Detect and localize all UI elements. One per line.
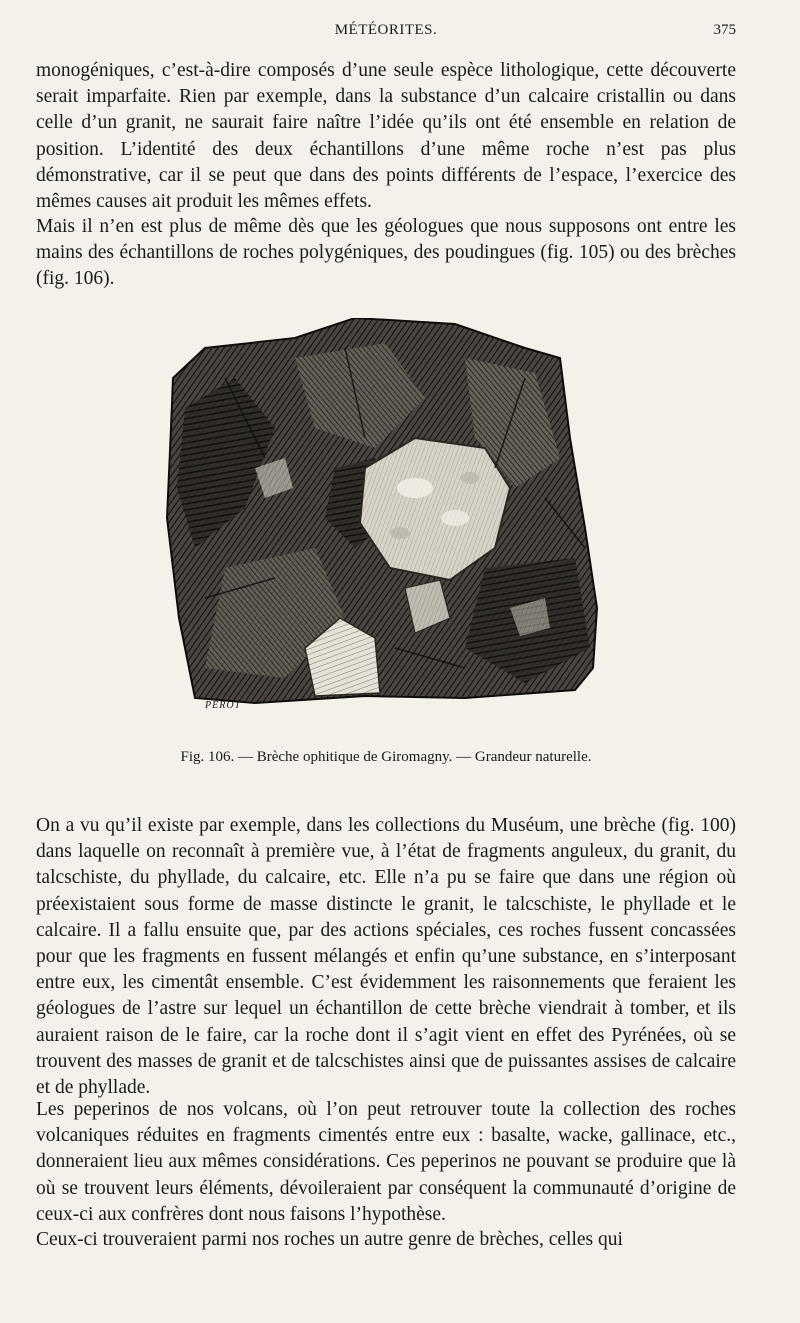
figure-caption: Fig. 106. — Brèche ophitique de Giromagny. — Grandeur naturelle. [180, 749, 592, 765]
paragraph-1: monogéniques, c’est-à-dire composés d’une seule espèce lithologique, cette découverte serait imparfaite. Rien par exemple, dans la substance d’un calcaire cristallin ou dans celle d’un granit, ne saurait faire naître l’idée qu’ils ont été ensemble en relation de position. L’identité des deux échantillons d’une même roche n’est pas plus démonstrative, car il se peut que dans des points différents de l’espace, l’exercice des mêmes causes ait produit les mêmes effets. [36, 60, 736, 213]
paragraph-4: Les peperinos de nos volcans, où l’on peut retrouver toute la collection des roches volcaniques réduites en fragments cimentés entre eux : basalte, wacke, gallinace, etc., donneraient lieu aux mêmes considérations. Ces peperinos ne pouvant se produire que là où se trouvent leurs éléments, dévoileraient par conséquent la communauté d’origine de ceux-ci aux confrères dont nous faisons l’hypothèse. [36, 1099, 736, 1225]
running-head [36, 22, 736, 46]
engraver-signature: PEROT [205, 700, 242, 711]
paragraph-3: On a vu qu’il existe par exemple, dans les collections du Muséum, une brèche (fig. 100) dans laquelle on reconnaît à première vue, à l’état de fragments anguleux, du granit, du talcschiste, du phyllade, du calcaire, etc. Elle n’a pu se faire que dans une région où préexistaient sous forme de masse distincte le granit, le talcschiste, le phyllade et le calcaire. Il a fallu ensuite que, par des actions spéciales, ces roches fussent concassées pour que les fragments en fussent mélangés et enfin qu’une substance, en s’interposant entre eux, les cimentât ensemble. C’est évidemment les raisonnements que feraient les géologues de l’astre sur lequel un échantillon de cette brèche viendrait à tomber, et ils auraient raison de le faire, car la roche dont il s’agit vient en effet des Pyrénées, où se trouvent des masses de granit et de talcschistes ainsi que de puissantes assises de calcaire et de phyllade. [36, 815, 736, 1099]
breccia-illustration [165, 318, 603, 720]
breccia-engraving [165, 318, 603, 720]
page-number: 375 [713, 22, 736, 38]
running-title: MÉTÉORITES. [334, 22, 438, 38]
paragraph-2: Mais il n’en est plus de même dès que les géologues que nous supposons ont entre les mains des échantillons de roches polygéniques, des poudingues (fig. 105) ou des brèches (fig. 106). [36, 216, 736, 290]
paragraph-5: Ceux-ci trouveraient parmi nos roches un autre genre de brèches, celles qui [36, 1229, 623, 1250]
